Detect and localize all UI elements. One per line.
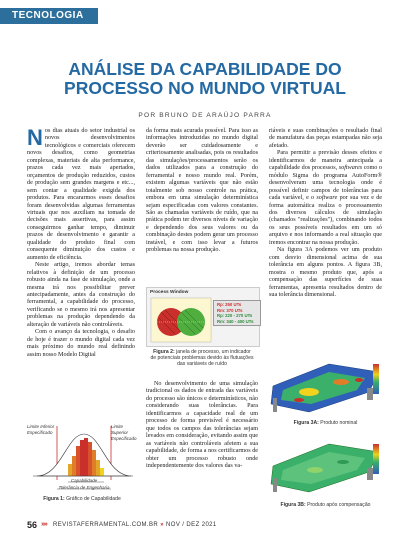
- footer-arrows: »»: [41, 521, 47, 528]
- article-title: [0, 60, 410, 98]
- figure-3b-part-render: [269, 436, 382, 500]
- legend-item: Rp: 250 UTs: [217, 302, 242, 307]
- paragraph: Com o avanço da tecnologia, o desafio de hoje é trazer o mundo digital cada vez mais próximo do mundo real definindo assim nosso Modelo Digital: [27, 329, 135, 358]
- process-window-title: Process Window: [150, 290, 189, 295]
- figure-3a-caption: Figura 3A: Produto nominal: [293, 420, 358, 426]
- figure-3b: [269, 436, 382, 510]
- site-link[interactable]: REVISTAFERRAMENTAL.COM.BR: [53, 522, 159, 528]
- figure-1-caption: Figura 1: Gráfico de Capabilidade: [43, 496, 121, 502]
- page-number: 56: [27, 520, 38, 530]
- byline: POR BRUNO DE ARAÚJO PARRA: [138, 112, 272, 119]
- figure-3b-caption: Figura 3B: Produto após compensação: [280, 502, 371, 508]
- column-2: [146, 128, 258, 255]
- paragraph: No desenvolvimento de uma simulação tradicional os dados de entrada das variáveis do processo são únicos e determinísticos, não considerando suas tolerâncias. Para identificarmos a capacidade real de um processo de forma previsível é necessário que todos os campos das tolerâncias sejam levados em consideração, evitando assim que as variáveis não controláveis afetem a sua capabilidade, de forma a nos certificarmos de obter um processo robusto onde independentemente dos valores das va-: [146, 381, 258, 469]
- tolerance-label: Tolerância de Engenharia: [58, 485, 110, 490]
- footer-site: REVISTAFERRAMENTAL.COM.BR » NOV / DEZ 2021: [53, 522, 217, 528]
- column-3: [269, 128, 382, 299]
- paragraph: Para permitir a previsão desses efeitos e identificarmos de maneira antecipada a capabilidade dos processos, softwares como o módulo Sigma do programa AutoForm® desenvolveram uma tecnologia onde é possível definir campos de tolerâncias para cada variável, e o software por sua vez e de forma automática realiza o processamento dos diversos cálculos de simulação (chamados "realizações"), combinando todos os seus possíveis resultados em um só arquivo e nos informando a real situação que iremos encontrar na nossa produção.: [269, 150, 382, 246]
- legend-item: Rp: 220 - 270 UTs: [217, 313, 253, 319]
- paragraph-text: os dias atuais do setor industrial os novos desenvolvimentos tecnológicos e comerciais oferecem novos desafios, como geometrias complexas, materiais de alta performance, prazos cada vez mais apertados, orçamentos de produção reduzidos, custos de produção sem grandes margens e etc..., sem contar a qualidade exigida dos produtos. Para encararmos esses desafios foram desenvolvidas algumas ferramentas virtuais que nos auxiliam na tomada de decisões mais assertivas, para assim conseguirmos ganhar tempo, diminuir prazos de desenvolvimento e garantir a qualidade do produto final com consequente diminuição dos custos e aumento de eficiência.: [27, 128, 135, 261]
- process-window-legend: [213, 300, 261, 326]
- page-footer: [27, 521, 387, 531]
- capability-label: Capabilidade: [70, 478, 98, 483]
- paragraph: Na figura 3A podemos ver um produto com desvio dimensional acima de sua tolerância em alguns pontos. A figura 3B, mostra o mesmo produto que, após a compensação das superfícies de suas ferramentas, apresenta resultados dentro de sua tolerância dimensional.: [269, 247, 382, 298]
- figure-1-capability-chart: [27, 420, 137, 502]
- issue-label: NOV / DEZ 2021: [166, 522, 217, 528]
- figure-2-caption: Figura 2: janela de processo, um indicador de potenciais problemas devido às flutuações das variáveis de ruído: [150, 349, 254, 367]
- lower-limit-label: Limite Inferior Especificado: [27, 424, 55, 435]
- paragraph: da forma mais acurada possível. Para isso as informações introduzidas no mundo digital deverão ser cuidadosamente e criteriosamente analisadas, pois os resultados das simulações/processamentos serão os dados utilizados para a construção do ferramental e nosso mundo real. Porém, existem algumas variáveis que não estão totalmente sob nosso controle na prática, embora em uma simulação determinística sejam especificadas com valores constantes. São as chamadas variáveis de ruído, que na prática podem ter diversos níveis de variação e dependendo dos seus valores ou da combinação destes podem gerar um processo instável, e com isso levar a futuros problemas na nossa produção.: [146, 128, 258, 254]
- paragraph: Neste artigo, iremos abordar temas relativos à definição de um processo robusto ainda na fase de simulação, onde a mesma irá nos possibilitar prever antecipadamente, antes da construção do ferramental, a capabilidade do processo, verificando se o mesmo irá nos apresentar problemas na produção dependendo da alteração de variáveis não controláveis.: [27, 262, 135, 328]
- title-line-2: PROCESSO NO MUNDO VIRTUAL: [64, 78, 346, 98]
- paragraph: riáveis e suas combinações o resultado final de manufatura das peças estampadas não seja afetado.: [269, 128, 382, 149]
- drop-cap: N: [27, 125, 43, 150]
- legend-item: Rm: 340 - 400 UTs: [217, 318, 254, 324]
- title-line-1: ANÁLISE DA CAPABILIDADE DO: [68, 59, 342, 79]
- figure-2-process-window: [146, 287, 258, 375]
- column-1: [27, 125, 135, 359]
- paragraph: [27, 125, 135, 262]
- column-2-lower: [146, 381, 258, 470]
- figure-3a-part-render: [269, 358, 382, 418]
- figure-3a: [269, 358, 382, 428]
- legend-item: Rm: 370 UTs: [217, 307, 243, 313]
- section-tag: TECNOLOGIA: [0, 8, 98, 24]
- upper-limit-label: Limite Superior Especificado: [111, 424, 137, 441]
